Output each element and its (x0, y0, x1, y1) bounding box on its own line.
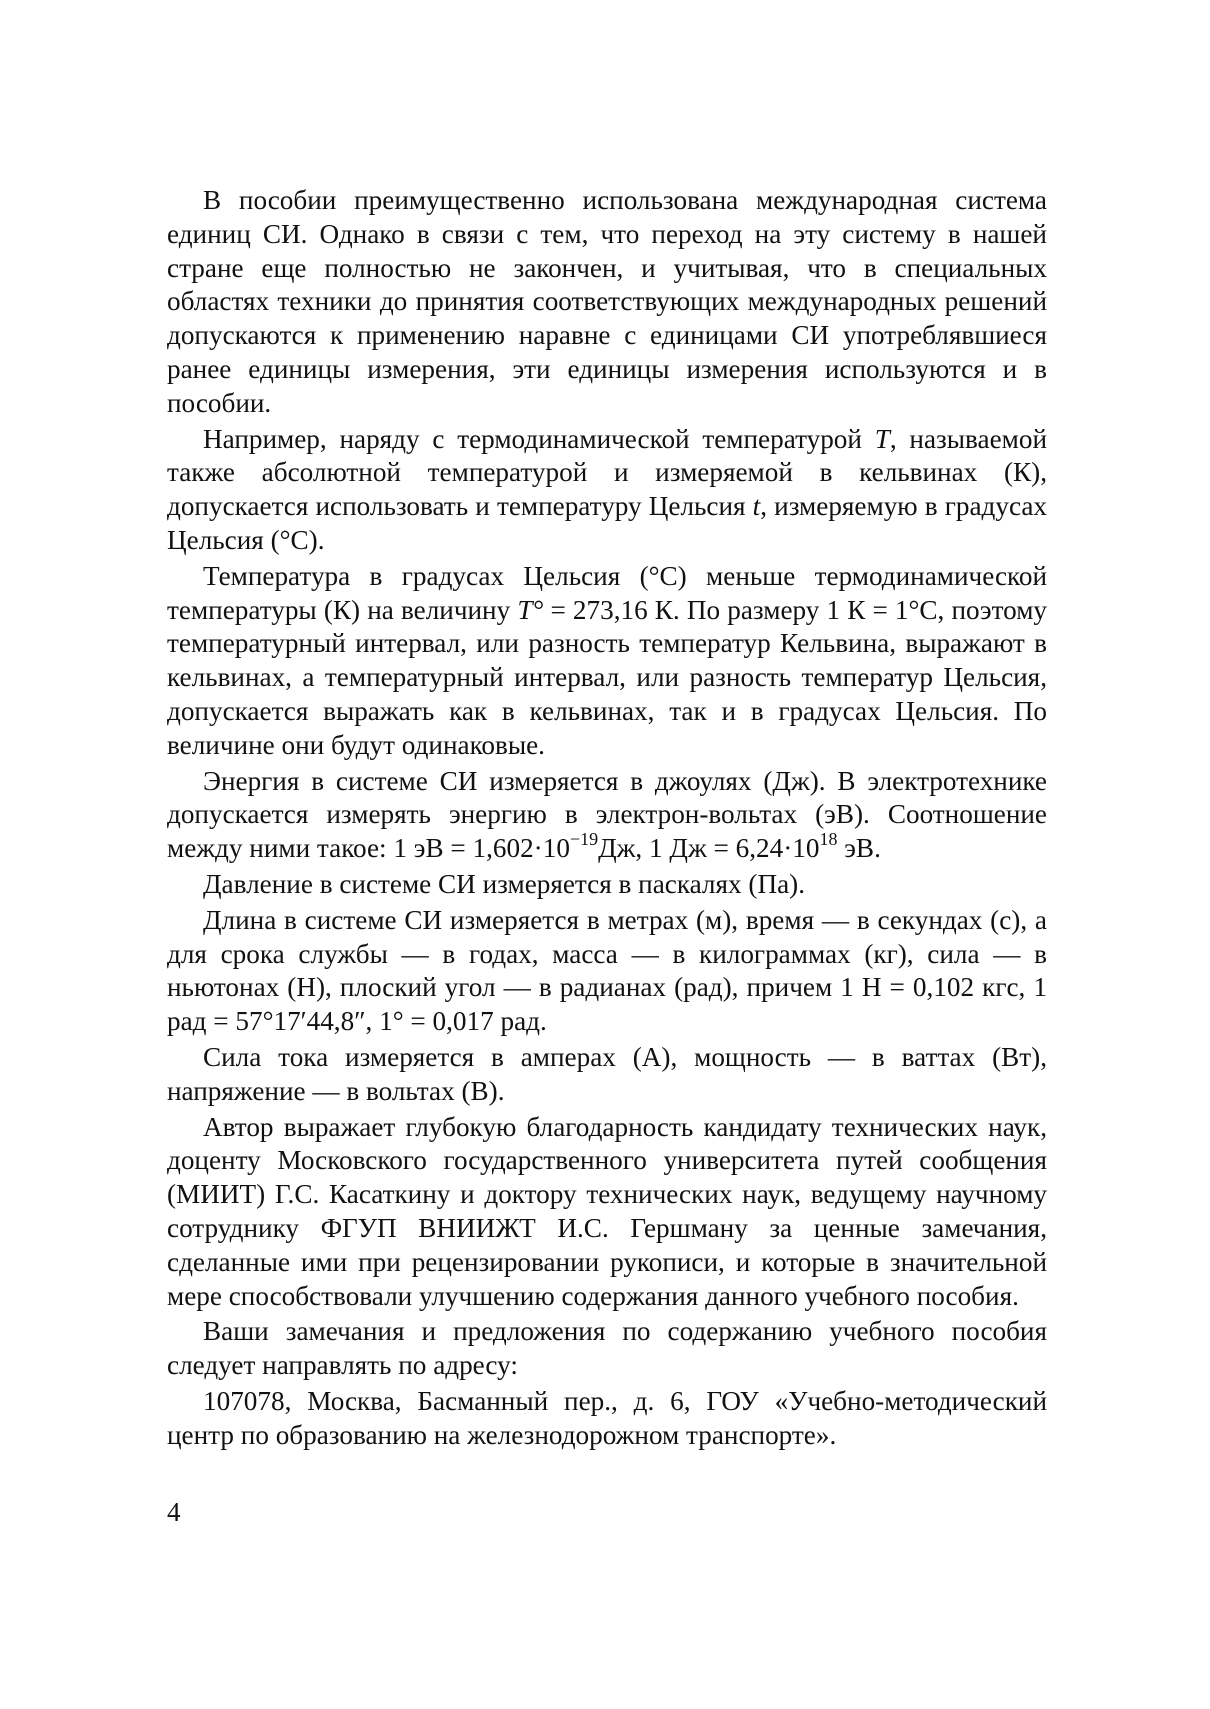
symbol-t: t (752, 491, 761, 522)
symbol-T-degree: T° (517, 594, 544, 625)
paragraph-text: , измеряемую в градусах Цельсия (°С). (167, 491, 1047, 555)
paragraph-current-power: Сила тока измеряется в амперах (А), мощность — в ваттах (Вт), напряжение — в вольтах (В). (167, 1041, 1047, 1106)
page-number: 4 (167, 1497, 181, 1527)
paragraph-celsius (167, 560, 1047, 763)
paragraph-text: Дж, 1 Дж = 6,24·10 (598, 833, 820, 864)
paragraph-text: эВ. (837, 833, 881, 864)
paragraph-si-system: В пособии преимущественно использована международная система единиц СИ. Однако в связи с тем, что переход на эту систему в нашей стране еще полностью не закончен, и учитывая, что в специальных областях техники до принятия соответствующих международных решений допускаются к применению наравне с единицами СИ употреблявшиеся ранее единицы измерения, эти единицы измерения используются и в пособии. (167, 185, 1047, 418)
paragraph-text: Например, наряду с термодинамической температурой (203, 423, 875, 454)
paragraph-temperature-kelvin (167, 423, 1047, 558)
paragraph-feedback: Ваши замечания и предложения по содержанию учебного пособия следует направлять по адресу: (167, 1316, 1047, 1381)
paragraph-length-time-mass: Длина в системе СИ измеряется в метрах (м), время — в секундах (с), а для срока службы — в годах, масса — в килограммах (кг), сила — в ньютонах (Н), плоский угол — в радианах (рад), причем 1 Н = 0,102 кгс, 1 рад = 57°17′44,8″, 1° = 0,017 рад. (167, 904, 1047, 1037)
paragraph-acknowledgements: Автор выражает глубокую благодарность кандидату технических наук, доценту Московского государственного университета путей сообщения (МИИТ) Г.С. Касаткину и доктору технических наук, ведущему научному сотруднику ФГУП ВНИИЖТ И.С. Гершману за ценные замечания, сделанные ими при рецензировании рукописи, и которые в значительной мере способствовали улучшению содержания данного учебного пособия. (167, 1111, 1047, 1311)
paragraph-text: = 273,16 К. По размеру 1 К = 1°С, поэтому температурный интервал, или разность температур Кельвина, выражают в кельвинах, а температурный интервал, или разность температур Цельсия, допускается выражать как в кельвинах, так и в градусах Цельсия. По величине они будут одинаковые. (167, 594, 1047, 760)
symbol-T: T (874, 423, 890, 454)
exponent: −19 (569, 829, 599, 850)
paragraph-text: Энергия в системе СИ измеряется в джоулях (Дж). В электротехнике допускается измерять энергию в электрон-вольтах (эВ). Соотношение между ними такое: 1 эВ = 1,602·10 (167, 765, 1047, 864)
paragraph-energy (167, 765, 1047, 866)
paragraph-pressure: Давление в системе СИ измеряется в паскалях (Па). (203, 868, 806, 899)
paragraph-text: , называемой также абсолютной температурой и измеряемой в кельвинах (К), допускается использовать и температуру Цельсия (167, 423, 1047, 522)
page-body (167, 184, 1047, 1454)
paragraph-text: Температура в градусах Цельсия (°С) меньше термодинамической температуры (К) на величину (167, 560, 1047, 625)
paragraph-address: 107078, Москва, Басманный пер., д. 6, ГОУ «Учебно-методический центр по образованию на железнодорожном транспорте». (167, 1385, 1047, 1450)
exponent: 18 (819, 829, 838, 850)
